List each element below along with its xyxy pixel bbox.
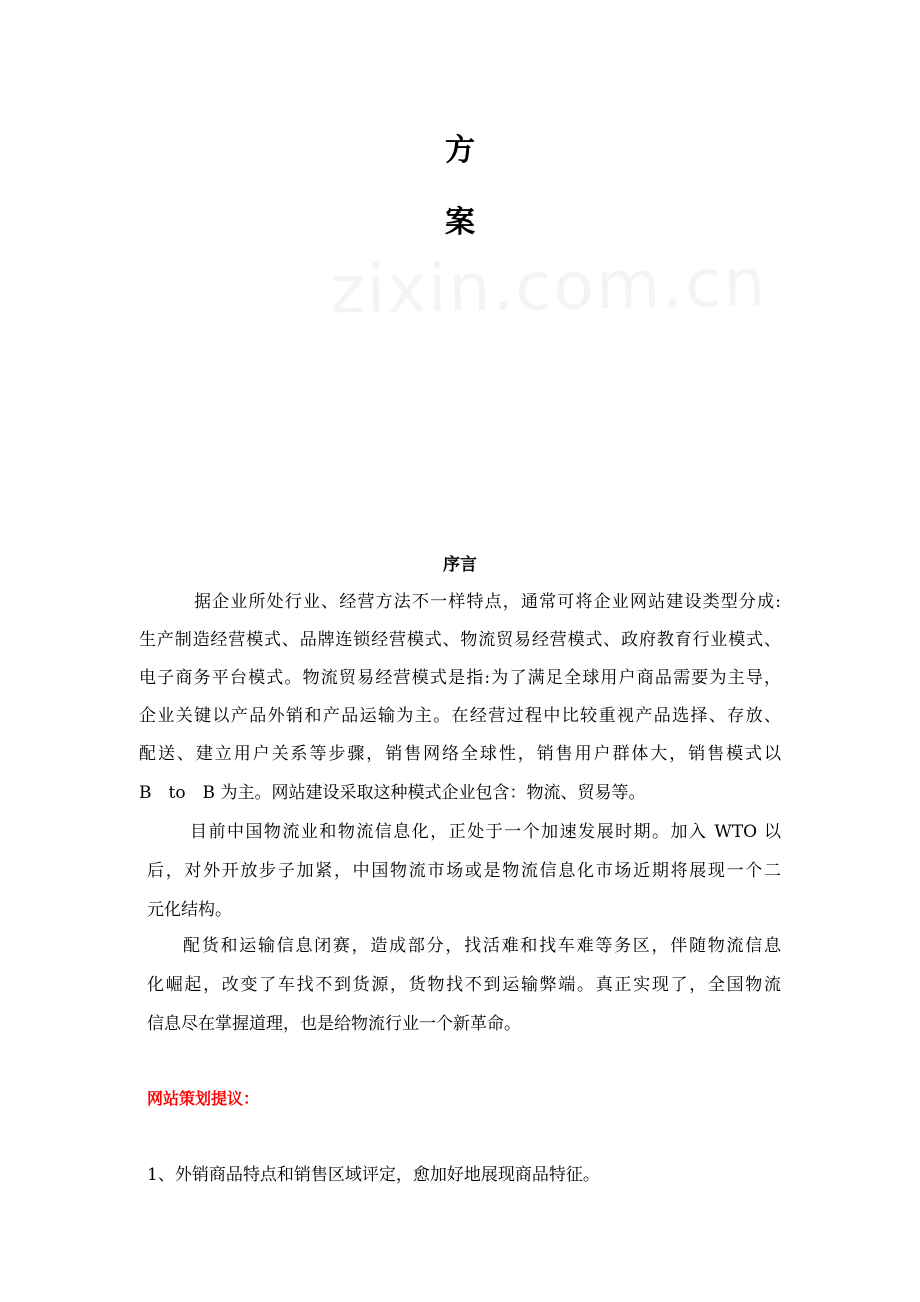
proposal-heading: 网站策划提议： bbox=[147, 1089, 260, 1108]
paragraph-1-line-5: 配送、建立用户关系等步骤，销售网络全球性，销售用户群体大，销售模式以 bbox=[139, 744, 781, 764]
preface-heading: 序言 bbox=[443, 555, 477, 575]
watermark bbox=[329, 244, 768, 329]
paragraph-1-line-2: 生产制造经营模式、品牌连锁经营模式、物流贸易经营模式、政府教育行业模式、 bbox=[139, 630, 781, 650]
paragraph-2-line-3: 元化结构。 bbox=[147, 900, 232, 920]
paragraph-1-line-3: 电子商务平台模式。物流贸易经营模式是指:为了满足全球用户商品需要为主导， bbox=[139, 668, 781, 688]
cover-title-char-2: 案 bbox=[445, 205, 475, 240]
paragraph-1-line-4: 企业关键以产品外销和产品运输为主。在经营过程中比较重视产品选择、存放、 bbox=[139, 706, 781, 726]
cover-title-char-1: 方 bbox=[445, 133, 475, 168]
paragraph-1-line-1: 据企业所处行业、经营方法不一样特点，通常可将企业网站建设类型分成: bbox=[194, 592, 781, 612]
paragraph-2-line-2: 后，对外开放步子加紧，中国物流市场或是物流信息化市场近期将展现一个二 bbox=[147, 861, 781, 881]
paragraph-3-line-3: 信息尽在掌握道理，也是给物流行业一个新革命。 bbox=[147, 1014, 521, 1034]
paragraph-1-line-6: B to B 为主。网站建设采取这种模式企业包含：物流、贸易等。 bbox=[139, 783, 646, 803]
paragraph-2-line-1: 目前中国物流业和物流信息化，正处于一个加速发展时期。加入 WTO 以 bbox=[190, 822, 781, 842]
paragraph-3-line-2: 化崛起，改变了车找不到货源，货物找不到运输弊端。真正实现了，全国物流 bbox=[147, 975, 781, 995]
proposal-item-1: 1、外销商品特点和销售区域评定，愈加好地展现商品特征。 bbox=[147, 1165, 600, 1185]
paragraph-3-line-1: 配货和运输信息闭赛，造成部分，找活难和找车难等务区，伴随物流信息 bbox=[183, 936, 781, 956]
